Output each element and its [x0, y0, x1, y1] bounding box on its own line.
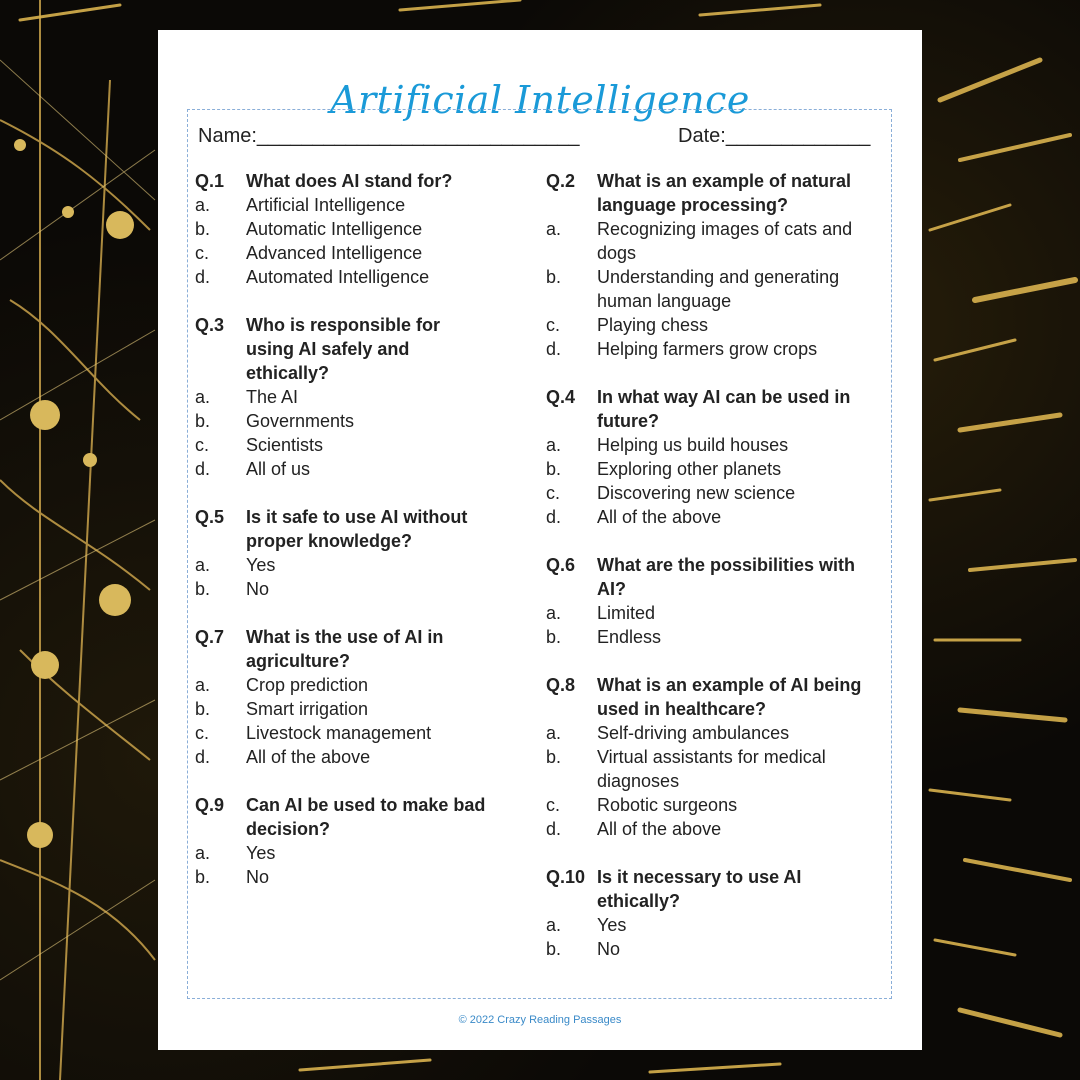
option-text: Scientists: [246, 435, 324, 455]
question-number: Q.2: [546, 171, 576, 191]
option-letter: b.: [195, 411, 211, 431]
question-text: Is it safe to use AI without proper knowledge?: [246, 507, 468, 551]
option-text: Governments: [246, 411, 355, 431]
option-text: Helping farmers grow crops: [597, 339, 818, 359]
option-letter: a.: [546, 723, 562, 743]
question-text: What is the use of AI in agriculture?: [246, 627, 444, 671]
answer-option[interactable]: [546, 745, 886, 793]
option-text: Artificial Intelligence: [246, 195, 406, 215]
option-letter: a.: [195, 195, 211, 215]
answer-option[interactable]: [195, 577, 490, 601]
option-letter: b.: [195, 867, 211, 887]
option-text: The AI: [246, 387, 299, 407]
question-number: Q.4: [546, 387, 576, 407]
name-label: Name:: [198, 125, 257, 147]
option-text: All of the above: [597, 819, 722, 839]
option-text: Smart irrigation: [246, 699, 369, 719]
option-letter: d.: [546, 339, 562, 359]
option-letter: a.: [195, 843, 211, 863]
answer-option[interactable]: [546, 337, 886, 361]
date-line[interactable]: _____________: [725, 125, 871, 147]
answer-option[interactable]: [546, 433, 886, 457]
option-text: Recognizing images of cats and dogs: [597, 219, 853, 263]
question-row: [546, 673, 886, 721]
option-letter: a.: [195, 675, 211, 695]
option-text: Helping us build houses: [597, 435, 789, 455]
option-text: All of the above: [246, 747, 371, 767]
option-letter: b.: [546, 747, 562, 767]
question-block: [546, 169, 886, 361]
question-block: [195, 313, 490, 481]
option-letter: a.: [546, 435, 562, 455]
option-text: Playing chess: [597, 315, 709, 335]
option-letter: c.: [195, 723, 210, 743]
question-row: [195, 793, 490, 841]
answer-option[interactable]: [195, 697, 490, 721]
answer-option[interactable]: [546, 625, 886, 649]
question-block: [546, 385, 886, 529]
answer-option[interactable]: [546, 481, 886, 505]
answer-option[interactable]: [546, 913, 886, 937]
answer-option[interactable]: [546, 937, 886, 961]
right-question-column: [546, 169, 886, 985]
question-number: Q.6: [546, 555, 576, 575]
worksheet-page: [158, 30, 922, 1050]
option-text: Limited: [597, 603, 656, 623]
answer-option[interactable]: [195, 553, 490, 577]
answer-option[interactable]: [546, 601, 886, 625]
question-row: [195, 505, 490, 553]
option-letter: b.: [546, 459, 562, 479]
answer-option[interactable]: [195, 385, 490, 409]
question-text: Is it necessary to use AI ethically?: [597, 867, 802, 911]
question-block: [195, 625, 490, 769]
question-row: [546, 553, 886, 601]
option-letter: c.: [546, 483, 561, 503]
question-number: Q.8: [546, 675, 576, 695]
option-letter: c.: [195, 435, 210, 455]
option-text: Understanding and generating human language: [597, 267, 840, 311]
question-block: [546, 865, 886, 961]
answer-option[interactable]: [195, 217, 490, 241]
question-row: [195, 313, 490, 385]
option-letter: a.: [546, 219, 562, 239]
question-text: Who is responsible for using AI safely and ethically?: [246, 315, 441, 383]
question-number: Q.7: [195, 627, 225, 647]
option-text: Yes: [597, 915, 627, 935]
answer-option[interactable]: [195, 841, 490, 865]
option-letter: b.: [195, 579, 211, 599]
question-row: [546, 169, 886, 217]
option-text: Exploring other planets: [597, 459, 782, 479]
option-text: No: [597, 939, 621, 959]
question-block: [195, 169, 490, 289]
option-letter: d.: [546, 819, 562, 839]
option-text: Livestock management: [246, 723, 432, 743]
option-text: Virtual assistants for medical diagnoses: [597, 747, 826, 791]
option-letter: b.: [546, 939, 562, 959]
question-block: [546, 673, 886, 841]
answer-option[interactable]: [546, 457, 886, 481]
question-number: Q.1: [195, 171, 225, 191]
option-text: Advanced Intelligence: [246, 243, 423, 263]
copyright-footer: © 2022 Crazy Reading Passages: [458, 1014, 622, 1026]
question-row: [546, 385, 886, 433]
answer-option[interactable]: [546, 721, 886, 745]
option-letter: b.: [195, 699, 211, 719]
option-text: No: [246, 867, 270, 887]
answer-option[interactable]: [195, 457, 490, 481]
question-text: Can AI be used to make bad decision?: [246, 795, 486, 839]
date-field[interactable]: [678, 125, 870, 148]
option-text: Endless: [597, 627, 662, 647]
question-number: Q.3: [195, 315, 225, 335]
answer-option[interactable]: [195, 265, 490, 289]
question-number: Q.9: [195, 795, 225, 815]
question-number: Q.5: [195, 507, 225, 527]
answer-option[interactable]: [546, 505, 886, 529]
option-text: Crop prediction: [246, 675, 369, 695]
option-letter: b.: [195, 219, 211, 239]
answer-option[interactable]: [195, 409, 490, 433]
answer-option[interactable]: [195, 721, 490, 745]
question-text: What are the possibilities with AI?: [597, 555, 856, 599]
answer-option[interactable]: [195, 673, 490, 697]
question-block: [546, 553, 886, 649]
option-letter: c.: [195, 243, 210, 263]
answer-option[interactable]: [195, 865, 490, 889]
option-letter: b.: [546, 627, 562, 647]
left-question-column: [195, 169, 490, 913]
question-number: Q.10: [546, 867, 586, 887]
worksheet-title: Artificial Intelligence: [330, 78, 750, 122]
answer-option[interactable]: [546, 217, 886, 265]
option-letter: d.: [195, 747, 211, 767]
option-text: Automated Intelligence: [246, 267, 430, 287]
question-block: [195, 505, 490, 601]
answer-option[interactable]: [546, 817, 886, 841]
question-row: [195, 625, 490, 673]
option-letter: a.: [546, 603, 562, 623]
question-block: [195, 793, 490, 889]
option-letter: c.: [546, 315, 561, 335]
option-text: Yes: [246, 555, 276, 575]
option-letter: c.: [546, 795, 561, 815]
answer-option[interactable]: [546, 313, 886, 337]
date-label: Date:: [678, 125, 726, 147]
option-text: Discovering new science: [597, 483, 796, 503]
answer-option[interactable]: [546, 793, 886, 817]
option-text: Robotic surgeons: [597, 795, 738, 815]
option-letter: a.: [195, 387, 211, 407]
option-text: Yes: [246, 843, 276, 863]
option-text: All of the above: [597, 507, 722, 527]
answer-option[interactable]: [195, 433, 490, 457]
option-text: All of us: [246, 459, 311, 479]
question-row: [195, 169, 490, 193]
option-letter: d.: [546, 507, 562, 527]
question-text: In what way AI can be used in future?: [597, 387, 851, 431]
answer-option[interactable]: [546, 265, 886, 313]
answer-option[interactable]: [195, 241, 490, 265]
option-letter: a.: [195, 555, 211, 575]
answer-option[interactable]: [195, 193, 490, 217]
name-line[interactable]: _____________________________: [256, 125, 580, 147]
option-text: No: [246, 579, 270, 599]
name-field[interactable]: [198, 125, 579, 148]
option-letter: a.: [546, 915, 562, 935]
question-text: What is an example of AI being used in healthcare?: [597, 675, 862, 719]
question-text: What is an example of natural language processing?: [597, 171, 852, 215]
option-letter: d.: [195, 459, 211, 479]
option-text: Self-driving ambulances: [597, 723, 790, 743]
question-text: What does AI stand for?: [246, 171, 453, 191]
option-text: Automatic Intelligence: [246, 219, 423, 239]
option-letter: d.: [195, 267, 211, 287]
question-row: [546, 865, 886, 913]
option-letter: b.: [546, 267, 562, 287]
answer-option[interactable]: [195, 745, 490, 769]
